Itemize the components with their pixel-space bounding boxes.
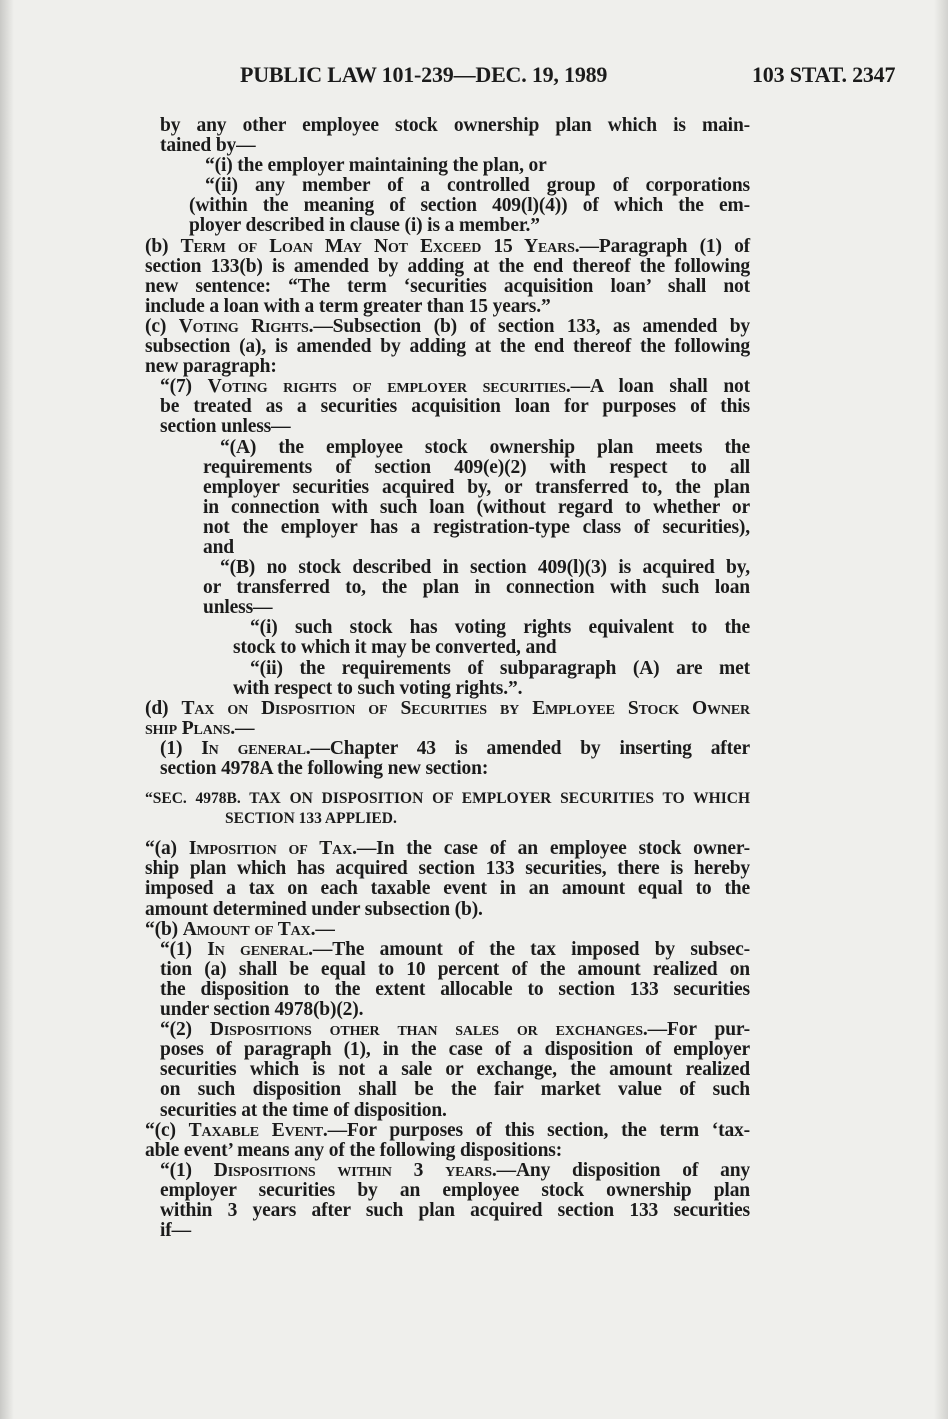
text-line: employer securities by an employee stock ownership plan — [160, 1179, 750, 1201]
subsection-heading-line: “(b) Amount of Tax.— — [145, 918, 335, 940]
paragraph-heading-line: (1) In general.—Chapter 43 is amended by inserting after — [160, 737, 750, 759]
text-line: include a loan with a term greater than 15 years.” — [145, 295, 551, 317]
text-line: requirements of section 409(e)(2) with respect to all — [203, 456, 750, 478]
text-line: ployer described in clause (i) is a member.” — [189, 215, 540, 237]
text-line: amount determined under subsection (b). — [145, 898, 483, 920]
paragraph-heading-line: “(2) Dispositions other than sales or exchanges.—For pur- — [160, 1019, 751, 1041]
text-line: “(ii) the requirements of subparagraph (A) are met — [250, 657, 750, 679]
text-line: “(ii) any member of a controlled group of corporations — [205, 175, 750, 197]
small-caps-heading: In general. — [207, 938, 313, 960]
subsection-heading-line: (d) Tax on Disposition of Securities by Employee Stock Owner — [145, 697, 751, 719]
text-line: by any other employee stock ownership plan which is main- — [160, 115, 750, 136]
text-line: not the employer has a registration-type class of securities), — [203, 516, 750, 538]
section-title: SECTION 133 APPLIED. — [225, 810, 397, 828]
text-line: section 133(b) is amended by adding at the end thereof the following — [145, 255, 750, 277]
small-caps-heading: In general. — [201, 737, 311, 759]
document-body — [145, 116, 750, 1241]
small-caps-heading: Voting rights of employer securities. — [207, 376, 571, 398]
text-line: imposed a tax on each taxable event in an amount equal to the — [145, 878, 750, 900]
small-caps-heading: Amount of Tax. — [182, 918, 316, 940]
subsection-heading-line: (c) Voting Rights.—Subsection (b) of section 133, as amended by — [145, 315, 750, 337]
small-caps-heading: Term of Loan May Not Exceed 15 Years. — [180, 235, 580, 257]
text-line: new paragraph: — [145, 356, 277, 378]
text-line: securities at the time of disposition. — [160, 1099, 447, 1121]
subsection-heading-line: (b) Term of Loan May Not Exceed 15 Years.—Paragraph (1) of — [145, 235, 751, 257]
text-line: or transferred to, the plan in connection with such loan — [203, 577, 750, 599]
small-caps-heading: Dispositions other than sales or exchanges. — [209, 1019, 648, 1041]
text-line: in connection with such loan (without regard to whether or — [203, 496, 750, 518]
text-line: (within the meaning of section 409(l)(4)) of which the em- — [189, 195, 750, 217]
text-line: securities which is not a sale or exchange, the amount realized — [160, 1059, 750, 1081]
small-caps-heading: Dispositions within 3 years. — [213, 1159, 497, 1181]
page-edge-right — [934, 0, 948, 1419]
small-caps-heading: ship Plans. — [145, 717, 236, 739]
text-line: section unless— — [160, 416, 291, 438]
text-line: new sentence: “The term ‘securities acquisition loan’ shall not — [145, 275, 750, 297]
text-line: within 3 years after such plan acquired section 133 securities — [160, 1199, 750, 1221]
small-caps-heading: Tax on Disposition of Securities by Employee Stock Owner — [181, 697, 751, 719]
paragraph-heading-line: “(7) Voting rights of employer securities.—A loan shall not — [160, 376, 750, 398]
small-caps-heading: Taxable Event. — [188, 1119, 328, 1141]
page-number: 103 STAT. 2347 — [752, 62, 896, 87]
text-line: stock to which it may be converted, and — [233, 637, 557, 659]
text-line: on such disposition shall be the fair market value of such — [160, 1079, 750, 1101]
text-line: “(A) the employee stock ownership plan meets the — [220, 436, 750, 458]
text-line: able event’ means any of the following dispositions: — [145, 1139, 563, 1161]
text-line: “(B) no stock described in section 409(l)(3) is acquired by, — [220, 557, 750, 579]
text-line: unless— — [203, 597, 273, 619]
small-caps-heading: Imposition of Tax. — [188, 838, 357, 860]
section-title: “SEC. 4978B. TAX ON DISPOSITION OF EMPLOYER SECURITIES TO WHICH — [145, 790, 750, 808]
text-line: employer securities acquired by, or transferred to, the plan — [203, 476, 750, 498]
text-line: section 4978A the following new section: — [160, 758, 489, 779]
text-line: the disposition to the extent allocable to section 133 securities — [160, 978, 750, 1000]
page-edge-left — [0, 0, 14, 1419]
text-line: “(i) such stock has voting rights equivalent to the — [250, 617, 750, 639]
small-caps-heading: Voting Rights. — [178, 315, 314, 337]
text-line: tained by— — [160, 135, 256, 157]
text-line: “(i) the employer maintaining the plan, or — [205, 155, 547, 177]
text-line: subsection (a), is amended by adding at the end thereof the following — [145, 336, 750, 358]
text-line: under section 4978(b)(2). — [160, 999, 364, 1021]
running-header-title: PUBLIC LAW 101-239—DEC. 19, 1989 — [240, 62, 608, 87]
subsection-heading-line: “(c) Taxable Event.—For purposes of this section, the term ‘tax- — [145, 1119, 750, 1141]
text-line: and — [203, 536, 234, 558]
text-line: poses of paragraph (1), in the case of a disposition of employer — [160, 1039, 750, 1061]
subsection-heading-line: ship Plans.— — [145, 717, 255, 739]
text-line: tion (a) shall be equal to 10 percent of the amount realized on — [160, 958, 750, 980]
text-line: ship plan which has acquired section 133 securities, there is hereby — [145, 858, 750, 880]
text-line: with respect to such voting rights.”. — [233, 677, 523, 699]
paragraph-heading-line: “(1) Dispositions within 3 years.—Any disposition of any — [160, 1159, 750, 1181]
paragraph-heading-line: “(1) In general.—The amount of the tax imposed by subsec- — [160, 938, 750, 960]
text-line: if— — [160, 1220, 191, 1242]
text-line: be treated as a securities acquisition loan for purposes of this — [160, 396, 750, 418]
subsection-heading-line: “(a) Imposition of Tax.—In the case of an employee stock owner- — [145, 838, 750, 860]
